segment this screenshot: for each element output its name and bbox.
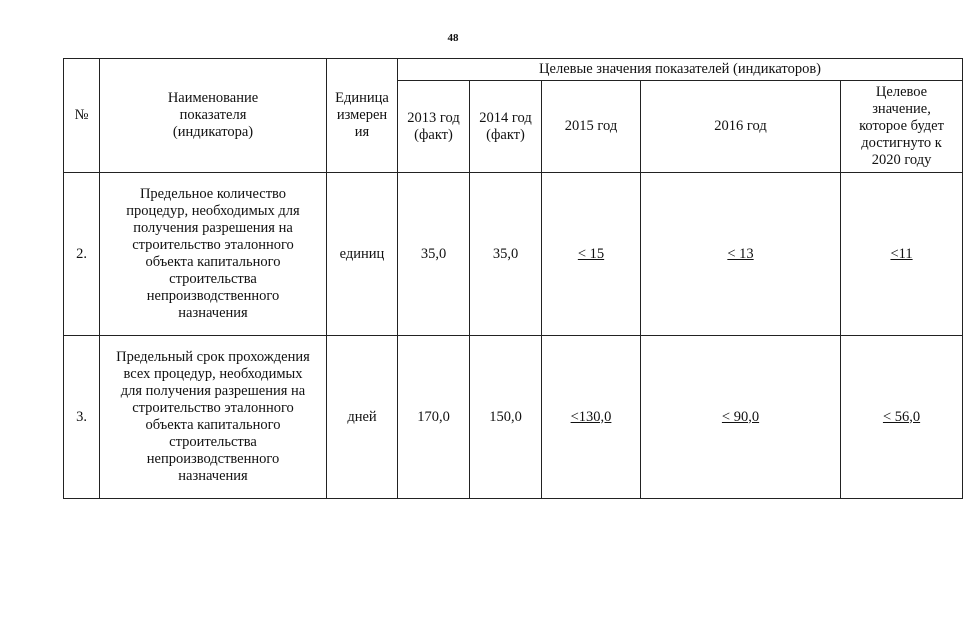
value-2020 (841, 173, 963, 336)
value-2020-text: <11 (890, 245, 913, 262)
value-2020 (841, 336, 963, 499)
value-2013: 170,0 (398, 336, 470, 499)
value-2014: 35,0 (470, 173, 542, 336)
header-num: № (64, 59, 100, 173)
value-2013: 35,0 (398, 173, 470, 336)
page-number: 48 (447, 32, 459, 44)
value-2015-text: <130,0 (570, 408, 612, 425)
value-2015-text: < 15 (577, 245, 605, 262)
indicator-name: Предельный срок прохождения всех процедур, необходимых для получения разрешения на строительство эталонного объекта капитального строительства непроизводственного назначения (100, 336, 327, 499)
indicators-table (63, 58, 963, 499)
header-name: Наименование показателя (индикатора) (100, 59, 327, 173)
value-2020-text: < 56,0 (882, 408, 921, 425)
value-2014: 150,0 (470, 336, 542, 499)
value-2016 (641, 336, 841, 499)
unit-value: единиц (327, 173, 398, 336)
header-year-2014: 2014 год (факт) (470, 81, 542, 173)
value-2016 (641, 173, 841, 336)
table-row (64, 173, 963, 336)
header-year-2015: 2015 год (542, 81, 641, 173)
indicator-name: Предельное количество процедур, необходимых для получения разрешения на строительство эталонного объекта капитального строительства непроизводственного назначения (100, 173, 327, 336)
table-row (64, 336, 963, 499)
header-target-2020: Целевое значение, которое будет достигнуто к 2020 году (841, 81, 963, 173)
header-row-group (64, 59, 963, 81)
value-2015 (542, 336, 641, 499)
unit-value: дней (327, 336, 398, 499)
value-2016-text: < 13 (727, 245, 754, 262)
row-number: 2. (64, 173, 100, 336)
header-year-2013: 2013 год (факт) (398, 81, 470, 173)
header-target-values: Целевые значения показателей (индикаторов) (398, 59, 963, 81)
value-2015 (542, 173, 641, 336)
header-year-2016: 2016 год (641, 81, 841, 173)
row-number: 3. (64, 336, 100, 499)
header-unit: Единица измерен ия (327, 59, 398, 173)
value-2016-text: < 90,0 (721, 408, 760, 425)
